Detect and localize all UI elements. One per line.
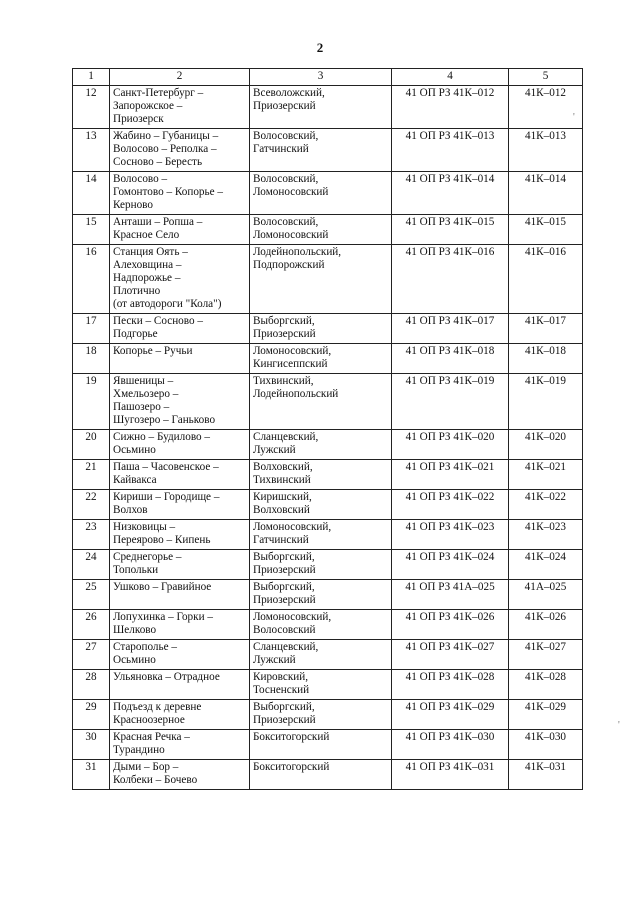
- table-row: [73, 700, 583, 730]
- route-name-cell: [110, 520, 250, 550]
- road-code: 41 ОП РЗ 41К–012: [392, 86, 509, 129]
- route-name-cell: [110, 730, 250, 760]
- table-row: [73, 172, 583, 215]
- route-name-line: Явшеницы –: [113, 375, 174, 387]
- column-header: 4: [392, 69, 509, 86]
- district-line: Тихвинский: [253, 474, 311, 486]
- road-index: 41А–025: [509, 580, 583, 610]
- district-line: Лодейнопольский: [253, 388, 339, 400]
- road-index: 41К–024: [509, 550, 583, 580]
- road-code: 41 ОП РЗ 41К–024: [392, 550, 509, 580]
- table-row: [73, 580, 583, 610]
- district-line: Всеволожский,: [253, 87, 325, 99]
- route-name-line: Гомонтово – Копорье –: [113, 186, 223, 198]
- districts-cell: [250, 760, 392, 790]
- road-index: 41К–017: [509, 314, 583, 344]
- route-name-cell: [110, 245, 250, 314]
- districts-cell: [250, 550, 392, 580]
- district-line: Приозерский: [253, 564, 316, 576]
- roads-table: [72, 68, 583, 790]
- district-line: Приозерский: [253, 328, 316, 340]
- row-number: 13: [73, 129, 110, 172]
- districts-cell: [250, 490, 392, 520]
- road-code: 41 ОП РЗ 41К–014: [392, 172, 509, 215]
- table-header-row: [73, 69, 583, 86]
- route-name-line: Красная Речка –: [113, 731, 190, 743]
- route-name-line: Подгорье: [113, 328, 158, 340]
- row-number: 30: [73, 730, 110, 760]
- route-name-cell: [110, 580, 250, 610]
- road-code: 41 ОП РЗ 41К–017: [392, 314, 509, 344]
- route-name-cell: [110, 490, 250, 520]
- road-index: 41К–020: [509, 430, 583, 460]
- district-line: Бокситогорский: [253, 731, 330, 743]
- route-name-line: Хмельозеро –: [113, 388, 179, 400]
- road-index: 41К–030: [509, 730, 583, 760]
- table-row: [73, 670, 583, 700]
- table-row: [73, 550, 583, 580]
- row-number: 18: [73, 344, 110, 374]
- route-name-line: Пески – Сосново –: [113, 315, 203, 327]
- route-name-cell: [110, 700, 250, 730]
- road-index: 41К–027: [509, 640, 583, 670]
- route-name-line: Волосово –: [113, 173, 168, 185]
- road-code: 41 ОП РЗ 41К–028: [392, 670, 509, 700]
- district-line: Волосовский,: [253, 216, 319, 228]
- route-name-line: Шугозеро – Ганьково: [113, 414, 216, 426]
- district-line: Выборгский,: [253, 581, 315, 593]
- row-number: 25: [73, 580, 110, 610]
- district-line: Ломоносовский,: [253, 521, 332, 533]
- road-code: 41 ОП РЗ 41К–023: [392, 520, 509, 550]
- route-name-cell: [110, 670, 250, 700]
- route-name-line: Кириши – Городище –: [113, 491, 220, 503]
- table-row: [73, 760, 583, 790]
- row-number: 28: [73, 670, 110, 700]
- districts-cell: [250, 700, 392, 730]
- road-code: 41 ОП РЗ 41К–013: [392, 129, 509, 172]
- table-row: [73, 610, 583, 640]
- table-row: [73, 730, 583, 760]
- route-name-line: Волхов: [113, 504, 148, 516]
- district-line: Кировский,: [253, 671, 309, 683]
- road-index: 41К–012: [509, 86, 583, 129]
- districts-cell: [250, 344, 392, 374]
- route-name-line: Дыми – Бор –: [113, 761, 179, 773]
- scan-mark: ': [618, 720, 620, 731]
- table-row: [73, 430, 583, 460]
- district-line: Бокситогорский: [253, 761, 330, 773]
- district-line: Приозерский: [253, 100, 316, 112]
- table-row: [73, 245, 583, 314]
- row-number: 29: [73, 700, 110, 730]
- road-code: 41 ОП РЗ 41К–018: [392, 344, 509, 374]
- column-header: 1: [73, 69, 110, 86]
- districts-cell: [250, 610, 392, 640]
- route-name-line: Копорье – Ручьи: [113, 345, 193, 357]
- district-line: Подпорожский: [253, 259, 325, 271]
- row-number: 17: [73, 314, 110, 344]
- row-number: 26: [73, 610, 110, 640]
- route-name-line: Красноозерное: [113, 714, 185, 726]
- row-number: 31: [73, 760, 110, 790]
- district-line: Выборгский,: [253, 701, 315, 713]
- page-number: 2: [316, 40, 324, 55]
- district-line: Приозерский: [253, 594, 316, 606]
- route-name-line: Осьмино: [113, 444, 156, 456]
- route-name-line: Подъезд к деревне: [113, 701, 202, 713]
- district-line: Ломоносовский,: [253, 345, 332, 357]
- district-line: Выборгский,: [253, 551, 315, 563]
- table-row: [73, 215, 583, 245]
- table-row: [73, 520, 583, 550]
- districts-cell: [250, 460, 392, 490]
- road-code: 41 ОП РЗ 41К–015: [392, 215, 509, 245]
- districts-cell: [250, 86, 392, 129]
- district-line: Тихвинский,: [253, 375, 314, 387]
- district-line: Волосовский,: [253, 130, 319, 142]
- table-body: [73, 86, 583, 790]
- districts-cell: [250, 215, 392, 245]
- road-code: 41 ОП РЗ 41К–019: [392, 374, 509, 430]
- district-line: Гатчинский: [253, 143, 309, 155]
- districts-cell: [250, 172, 392, 215]
- route-name-line: Осьмино: [113, 654, 156, 666]
- row-number: 20: [73, 430, 110, 460]
- route-name-line: Ульяновка – Отрадное: [113, 671, 220, 683]
- route-name-line: Жабино – Губаницы –: [113, 130, 219, 142]
- table-row: [73, 344, 583, 374]
- district-line: Приозерский: [253, 714, 316, 726]
- route-name-line: Пашозеро –: [113, 401, 170, 413]
- route-name-line: Топольки: [113, 564, 159, 576]
- column-header: 2: [110, 69, 250, 86]
- districts-cell: [250, 580, 392, 610]
- row-number: 16: [73, 245, 110, 314]
- route-name-line: Сижно – Будилово –: [113, 431, 211, 443]
- route-name-line: Надпорожье –: [113, 272, 181, 284]
- route-name-line: Красное Село: [113, 229, 180, 241]
- route-name-cell: [110, 610, 250, 640]
- road-index: 41К–018: [509, 344, 583, 374]
- road-code: 41 ОП РЗ 41К–026: [392, 610, 509, 640]
- districts-cell: [250, 520, 392, 550]
- row-number: 23: [73, 520, 110, 550]
- district-line: Сланцевский,: [253, 641, 319, 653]
- route-name-line: Керново: [113, 199, 153, 211]
- district-line: Ломоносовский: [253, 229, 329, 241]
- route-name-line: Переярово – Кипень: [113, 534, 211, 546]
- road-index: 41К–029: [509, 700, 583, 730]
- route-name-line: Алеховщина –: [113, 259, 182, 271]
- district-line: Выборгский,: [253, 315, 315, 327]
- route-name-line: Сосново – Бересть: [113, 156, 203, 168]
- route-name-cell: [110, 172, 250, 215]
- road-index: 41К–015: [509, 215, 583, 245]
- row-number: 15: [73, 215, 110, 245]
- route-name-line: Ушково – Гравийное: [113, 581, 212, 593]
- table-row: [73, 490, 583, 520]
- route-name-cell: [110, 215, 250, 245]
- route-name-cell: [110, 86, 250, 129]
- route-name-line: Низковицы –: [113, 521, 176, 533]
- districts-cell: [250, 245, 392, 314]
- road-code: 41 ОП РЗ 41К–030: [392, 730, 509, 760]
- district-line: Ломоносовский: [253, 186, 329, 198]
- road-index: 41К–023: [509, 520, 583, 550]
- road-code: 41 ОП РЗ 41А–025: [392, 580, 509, 610]
- route-name-line: Приозерск: [113, 113, 164, 125]
- route-name-cell: [110, 640, 250, 670]
- road-index: 41К–031: [509, 760, 583, 790]
- road-index: 41К–019: [509, 374, 583, 430]
- districts-cell: [250, 430, 392, 460]
- table-row: [73, 460, 583, 490]
- route-name-line: Среднегорье –: [113, 551, 182, 563]
- scan-mark: ': [573, 112, 575, 123]
- road-code: 41 ОП РЗ 41К–022: [392, 490, 509, 520]
- road-code: 41 ОП РЗ 41К–016: [392, 245, 509, 314]
- districts-cell: [250, 670, 392, 700]
- route-name-cell: [110, 760, 250, 790]
- road-index: 41К–016: [509, 245, 583, 314]
- route-name-line: Старополье –: [113, 641, 177, 653]
- table-row: [73, 640, 583, 670]
- route-name-cell: [110, 460, 250, 490]
- district-line: Кингисеппский: [253, 358, 328, 370]
- row-number: 19: [73, 374, 110, 430]
- road-index: 41К–028: [509, 670, 583, 700]
- districts-cell: [250, 374, 392, 430]
- column-header: 5: [509, 69, 583, 86]
- district-line: Гатчинский: [253, 534, 309, 546]
- route-name-line: Лопухинка – Горки –: [113, 611, 213, 623]
- table-row: [73, 314, 583, 344]
- row-number: 24: [73, 550, 110, 580]
- district-line: Киришский,: [253, 491, 312, 503]
- districts-cell: [250, 314, 392, 344]
- table-row: [73, 374, 583, 430]
- district-line: Тосненский: [253, 684, 310, 696]
- district-line: Лужский: [253, 654, 296, 666]
- column-header: 3: [250, 69, 392, 86]
- district-line: Волосовский: [253, 624, 316, 636]
- districts-cell: [250, 129, 392, 172]
- road-code: 41 ОП РЗ 41К–021: [392, 460, 509, 490]
- row-number: 14: [73, 172, 110, 215]
- districts-cell: [250, 640, 392, 670]
- table-row: [73, 129, 583, 172]
- route-name-line: Запорожское –: [113, 100, 183, 112]
- road-code: 41 ОП РЗ 41К–029: [392, 700, 509, 730]
- table-row: [73, 86, 583, 129]
- road-index: 41К–013: [509, 129, 583, 172]
- route-name-line: Станция Оять –: [113, 246, 188, 258]
- row-number: 21: [73, 460, 110, 490]
- road-code: 41 ОП РЗ 41К–027: [392, 640, 509, 670]
- route-name-cell: [110, 550, 250, 580]
- route-name-line: Шелково: [113, 624, 157, 636]
- road-code: 41 ОП РЗ 41К–020: [392, 430, 509, 460]
- route-name-cell: [110, 129, 250, 172]
- row-number: 12: [73, 86, 110, 129]
- route-name-line: Кайвакса: [113, 474, 157, 486]
- route-name-line: Анташи – Ропша –: [113, 216, 203, 228]
- district-line: Волосовский,: [253, 173, 319, 185]
- row-number: 27: [73, 640, 110, 670]
- row-number: 22: [73, 490, 110, 520]
- route-name-cell: [110, 374, 250, 430]
- route-name-line: Паша – Часовенское –: [113, 461, 219, 473]
- district-line: Лодейнопольский,: [253, 246, 342, 258]
- district-line: Ломоносовский,: [253, 611, 332, 623]
- route-name-cell: [110, 430, 250, 460]
- road-code: 41 ОП РЗ 41К–031: [392, 760, 509, 790]
- route-name-line: Турандино: [113, 744, 165, 756]
- route-name-cell: [110, 344, 250, 374]
- route-name-line: Санкт-Петербург –: [113, 87, 204, 99]
- districts-cell: [250, 730, 392, 760]
- route-name-line: (от автодороги "Кола"): [113, 298, 222, 310]
- road-index: 41К–021: [509, 460, 583, 490]
- road-index: 41К–014: [509, 172, 583, 215]
- road-index: 41К–022: [509, 490, 583, 520]
- district-line: Волховский,: [253, 461, 313, 473]
- route-name-line: Волосово – Реполка –: [113, 143, 217, 155]
- road-index: 41К–026: [509, 610, 583, 640]
- district-line: Лужский: [253, 444, 296, 456]
- route-name-line: Колбеки – Бочево: [113, 774, 198, 786]
- district-line: Волховский: [253, 504, 310, 516]
- route-name-line: Плотично: [113, 285, 161, 297]
- route-name-cell: [110, 314, 250, 344]
- district-line: Сланцевский,: [253, 431, 319, 443]
